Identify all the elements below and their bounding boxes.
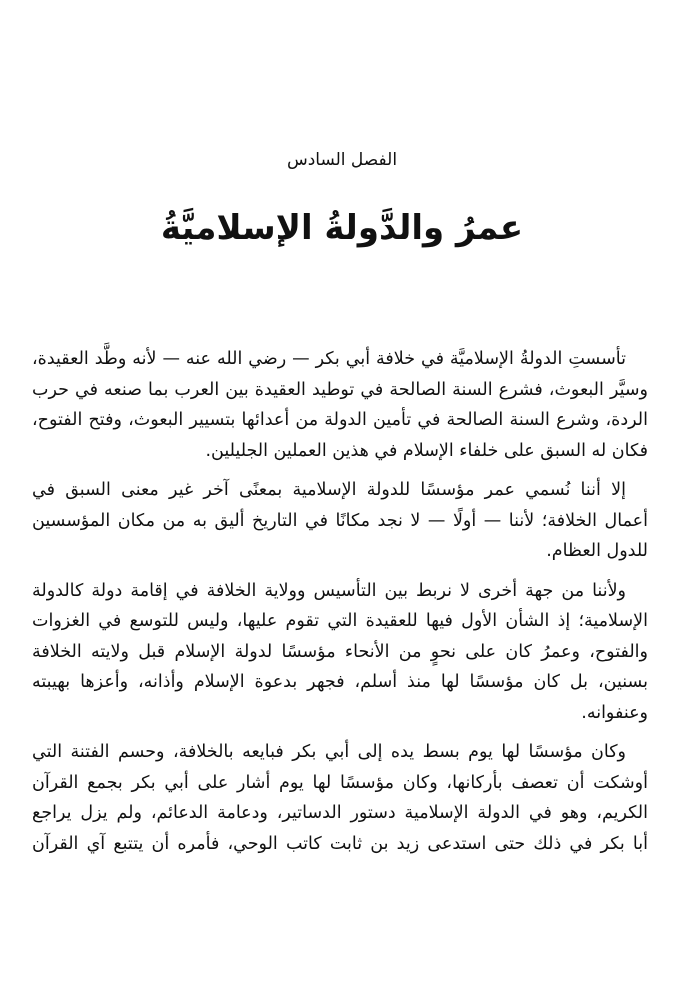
chapter-title: عمرُ والدَّولةُ الإسلاميَّةُ xyxy=(160,208,524,248)
text-line: للدول العظام. xyxy=(546,541,648,561)
text-line: الردة، وشرع السنة الصالحة في تأمين الدولة من أعدائها بتسيير البعوث، وفتح الفتوح، xyxy=(32,410,648,430)
text-line: الإسلامية؛ إذ الشأن الأول فيها للعقيدة التي تقوم عليها، وليس للتوسع في الغزوات xyxy=(32,611,648,631)
text-line: أوشكت أن تعصف بأركانها، وكان مؤسسًا لها يوم أشار على أبي بكر بجمع القرآن xyxy=(32,772,648,793)
paragraph-3 xyxy=(32,576,648,729)
chapter-label: الفصل السادس xyxy=(286,150,398,170)
body-text xyxy=(32,344,648,868)
text-line: أبا بكر في ذلك حتى استدعى زيد بن ثابت كاتب الوحي، فأمره أن يتتبع آي القرآن xyxy=(32,833,648,854)
text-line: ولأننا من جهة أخرى لا نربط بين التأسيس وولاية الخلافة في إقامة دولة كالدولة xyxy=(32,580,626,601)
text-line: تأسستِ الدولةُ الإسلاميَّة في خلافة أبي بكر — رضي الله عنه — لأنه وطَّد العقيدة، xyxy=(32,349,626,369)
text-line: والفتوح، وعمرُ كان على نحوٍ من الأنحاء مؤسسًا لدولة الإسلام قبل ولايته الخلافة xyxy=(32,641,648,662)
text-line: الكريم، وهو في الدولة الإسلامية دستور الدساتير، ودعامة الدعائم، ولم يزل يراجع xyxy=(32,803,648,823)
text-line: وكان مؤسسًا لها يوم بسط يده إلى أبي بكر فبايعه بالخلافة، وحسم الفتنة التي xyxy=(32,742,626,762)
text-line: فكان له السبق على خلفاء الإسلام في هذين العملين الجليلين. xyxy=(205,440,648,461)
text-line: إلا أننا نُسمي عمر مؤسسًا للدولة الإسلامية بمعنًى آخر غير معنى السبق في xyxy=(32,480,626,500)
text-line: أعمال الخلافة؛ لأننا — أولًا — لا نجد مكانًا في التاريخ أليق به من مكان المؤسسين xyxy=(32,510,648,531)
text-line: وسيَّر البعوث، فشرع السنة الصالحة في توطيد العقيدة بين العرب بما صنعه في حرب xyxy=(32,379,648,400)
text-line: بسنين، بل كان مؤسسًا لها منذ أسلم، فجهر بدعوة الإسلام وأذانه، وأعزها بهيبته xyxy=(32,672,648,692)
paragraph-4 xyxy=(32,737,648,859)
paragraph-2 xyxy=(32,475,648,567)
text-line: وعنفوانه. xyxy=(581,702,648,723)
paragraph-1 xyxy=(32,344,648,466)
